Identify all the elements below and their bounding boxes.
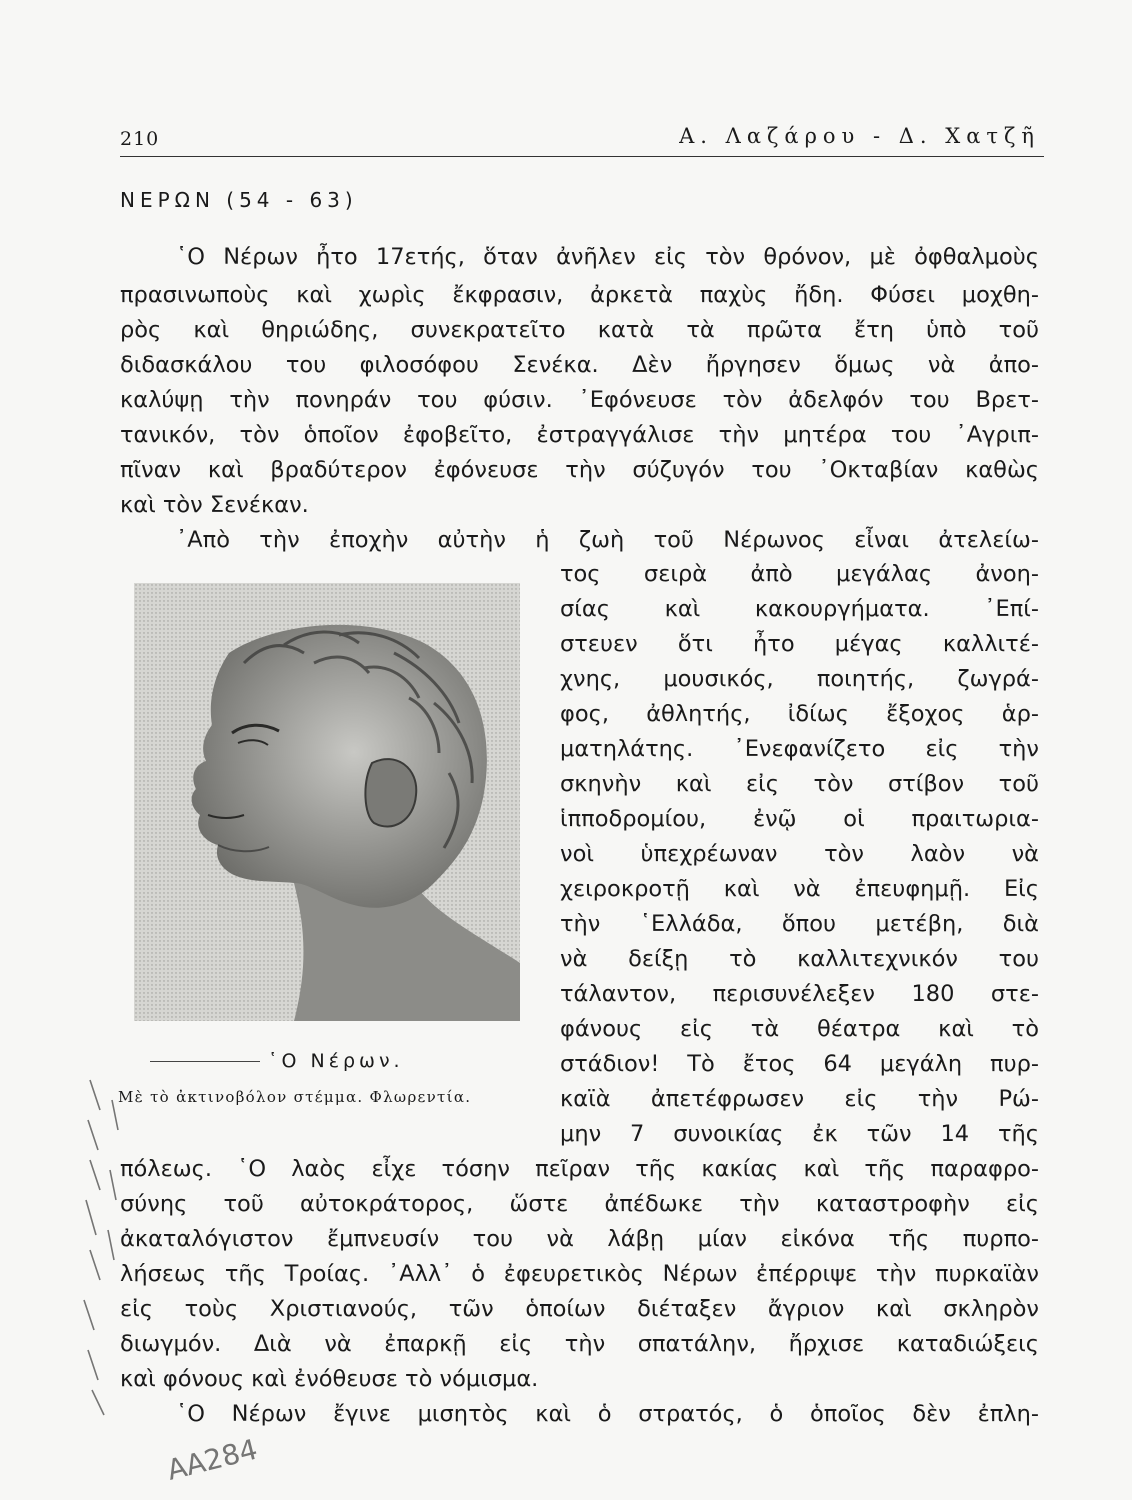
body-line: ρὸς καὶ θηριώδης, συνεκρατεῖτο κατὰ τὰ πρῶτα ἔτη ὑπὸ τοῦ <box>120 317 1039 343</box>
handwritten-annotation <box>60 1070 300 1490</box>
body-line: τανικόν, τὸν ὁποῖον ἐφοβεῖτο, ἐστραγγάλισε τὴν μητέρα του ᾿Αγριπ- <box>120 422 1039 448</box>
body-line: εἰς τοὺς Χριστιανούς, τῶν ὁποίων διέταξεν ἄγριον καὶ σκληρὸν <box>120 1296 1039 1322</box>
figure-caption-text: Μὲ τὸ ἀκτινοβόλον στέμμα. Φλωρεντία. <box>118 1088 472 1106</box>
body-line: πῖναν καὶ βραδύτερον ἐφόνευσε τὴν σύζυγόν του ᾿Οκταβίαν καθὼς <box>120 457 1039 483</box>
body-line: φος, ἀθλητής, ἰδίως ἔξοχος ἁρ- <box>560 701 1039 727</box>
caption-title-text: ῾Ο Νέρων. <box>268 1050 404 1072</box>
handwritten-note: ΑΑ284 <box>163 1432 261 1487</box>
body-line: ᾿Απὸ τὴν ἐποχὴν αὐτὴν ἡ ζωὴ τοῦ Νέρωνος εἶναι ἀτελείω- <box>176 527 1039 553</box>
body-line: σκηνὴν καὶ εἰς τὸν στίβον τοῦ <box>560 771 1039 797</box>
header-rule <box>120 156 1044 157</box>
body-line: στάδιον! Τὸ ἔτος 64 μεγάλη πυρ- <box>560 1051 1039 1077</box>
body-line: ἀκαταλόγιστον ἔμπνευσίν του νὰ λάβῃ μίαν εἰκόνα τῆς πυρπο- <box>120 1226 1039 1252</box>
body-line: μην 7 συνοικίας ἐκ τῶν 14 τῆς <box>560 1121 1039 1147</box>
body-line: στευεν ὅτι ἦτο μέγας καλλιτέ- <box>560 631 1039 657</box>
body-line: σύνης τοῦ αὐτοκράτορος, ὥστε ἀπέδωκε τὴν καταστροφὴν εἰς <box>120 1191 1039 1217</box>
body-line: ἱπποδρομίου, ἐνῷ οἱ πραιτωρια- <box>560 806 1039 832</box>
body-line: τάλαντον, περισυνέλεξεν 180 στε- <box>560 981 1039 1007</box>
body-line: ῾Ο Νέρων ἔγινε μισητὸς καὶ ὁ στρατός, ὁ ὁποῖος δὲν ἐπλη- <box>176 1401 1039 1427</box>
body-line: χειροκροτῇ καὶ νὰ ἐπευφημῇ. Εἰς <box>560 876 1039 902</box>
body-line: νοὶ ὑπεχρέωναν τὸν λαὸν νὰ <box>560 841 1039 867</box>
body-line: τος σειρὰ ἀπὸ μεγάλας ἀνοη- <box>560 561 1039 587</box>
page-number: 210 <box>120 128 160 150</box>
body-line: πρασινωποὺς καὶ χωρὶς ἔκφρασιν, ἀρκετὰ παχὺς ἤδη. Φύσει μοχθη- <box>120 282 1039 308</box>
body-line: καὶ τὸν Σενέκαν. <box>120 492 309 518</box>
body-line: φάνους εἰς τὰ θέατρα καὶ τὸ <box>560 1016 1039 1042</box>
section-title: ΝΕΡΩΝ (54 - 63) <box>120 188 358 212</box>
body-line: διδασκάλου του φιλοσόφου Σενέκα. Δὲν ἤργησεν ὅμως νὰ ἀπο- <box>120 352 1039 378</box>
body-line: πόλεως. ῾Ο λαὸς εἶχε τόσην πεῖραν τῆς κακίας καὶ τῆς παραφρο- <box>120 1156 1039 1182</box>
body-line: καὶ φόνους καὶ ἐνόθευσε τὸ νόμισμα. <box>120 1366 539 1392</box>
body-line: καλύψῃ τὴν πονηράν του φύσιν. ᾿Εφόνευσε τὸν ἀδελφόν του Βρετ- <box>120 387 1039 413</box>
body-line: ῾Ο Νέρων ἦτο 17ετής, ὅταν ἀνῆλεν εἰς τὸν θρόνον, μὲ ὀφθαλμοὺς <box>176 244 1039 270</box>
running-head: Α. Λαζάρου - Δ. Χατζῆ <box>679 124 1040 148</box>
nero-portrait <box>134 583 520 1021</box>
body-line: σίας καὶ κακουργήματα. ᾿Επί- <box>560 596 1039 622</box>
body-line: λήσεως τῆς Τροίας. ᾿Αλλ᾿ ὁ ἐφευρετικὸς Νέρων ἐπέρριψε τὴν πυρκαϊὰν <box>120 1261 1039 1287</box>
body-line: χνης, μουσικός, ποιητής, ζωγρά- <box>560 666 1039 692</box>
body-line: ματηλάτης. ᾿Ενεφανίζετο εἰς τὴν <box>560 736 1039 762</box>
body-line: τὴν ῾Ελλάδα, ὅπου μετέβη, διὰ <box>560 911 1039 937</box>
body-line: διωγμόν. Διὰ νὰ ἐπαρκῇ εἰς τὴν σπατάλην, ἤρχισε καταδιώξεις <box>120 1331 1039 1357</box>
body-line: νὰ δείξῃ τὸ καλλιτεχνικόν του <box>560 946 1039 972</box>
body-line: καϊὰ ἀπετέφρωσεν εἰς τὴν Ρώ- <box>560 1086 1039 1112</box>
figure-caption-title <box>150 1050 530 1072</box>
